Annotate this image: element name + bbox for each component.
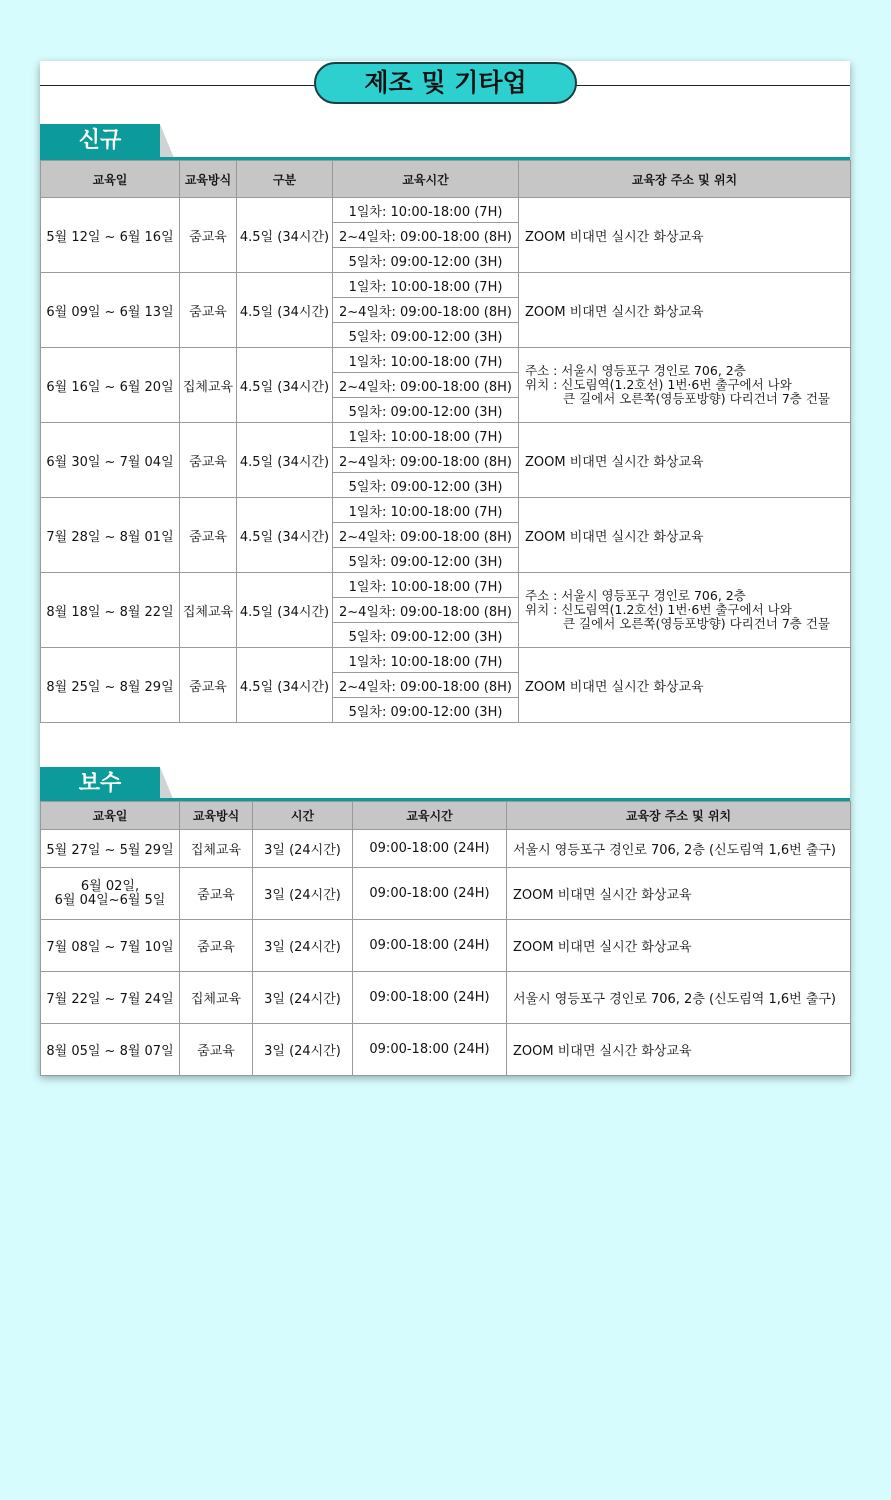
row-date: 6월 09일 ~ 6월 13일 <box>41 273 180 348</box>
table-row <box>41 972 851 1024</box>
row-time-slot: 2~4일차: 09:00-18:00 (8H) <box>333 298 519 323</box>
location-line: 큰 길에서 오른쪽(영등포방향) 다리건너 7층 건물 <box>563 616 830 631</box>
row-location: ZOOM 비대면 실시간 화상교육 <box>507 868 851 920</box>
row-location: 서울시 영등포구 경인로 706, 2층 (신도림역 1,6번 출구) <box>507 972 851 1024</box>
row-type: 4.5일 (34시간) <box>237 498 333 573</box>
row-date <box>41 972 180 1024</box>
page-title: 제조 및 기타업 <box>314 62 577 104</box>
row-location <box>519 273 851 348</box>
header-method: 교육방식 <box>180 802 253 830</box>
row-location <box>519 648 851 723</box>
row-date: 5월 12일 ~ 6월 16일 <box>41 198 180 273</box>
location-line: ZOOM 비대면 실시간 화상교육 <box>525 304 704 320</box>
row-method: 집체교육 <box>180 830 253 868</box>
row-time-slot: 5일차: 09:00-12:00 (3H) <box>333 323 519 348</box>
row-time-slot: 1일차: 10:00-18:00 (7H) <box>333 348 519 373</box>
table-row <box>41 348 851 373</box>
row-time-slot: 1일차: 10:00-18:00 (7H) <box>333 648 519 673</box>
schedule-card <box>40 61 850 1075</box>
table-row <box>41 573 851 598</box>
new-schedule-table <box>40 160 851 723</box>
row-date: 6월 16일 ~ 6월 20일 <box>41 348 180 423</box>
row-hours: 3일 (24시간) <box>253 830 353 868</box>
date-line: 6월 04일~6월 5일 <box>54 892 166 908</box>
table-row <box>41 868 851 920</box>
location-line: 위치 : 신도림역(1.2호선) 1번·6번 출구에서 나와 <box>525 602 792 617</box>
location-line: 주소 : 서울시 영등포구 경인로 706, 2층 <box>525 363 746 378</box>
row-time: 09:00-18:00 (24H) <box>353 830 507 868</box>
row-method: 줌교육 <box>180 198 237 273</box>
table-header-row <box>41 802 851 830</box>
row-time-slot: 2~4일차: 09:00-18:00 (8H) <box>333 598 519 623</box>
row-date: 8월 25일 ~ 8월 29일 <box>41 648 180 723</box>
table-row <box>41 498 851 523</box>
row-time-slot: 2~4일차: 09:00-18:00 (8H) <box>333 223 519 248</box>
section-tab-new: 신규 <box>40 124 160 158</box>
row-type: 4.5일 (34시간) <box>237 423 333 498</box>
row-time-slot: 2~4일차: 09:00-18:00 (8H) <box>333 673 519 698</box>
row-date: 6월 30일 ~ 7월 04일 <box>41 423 180 498</box>
row-time-slot: 5일차: 09:00-12:00 (3H) <box>333 548 519 573</box>
row-time-slot: 1일차: 10:00-18:00 (7H) <box>333 573 519 598</box>
row-location: ZOOM 비대면 실시간 화상교육 <box>507 1024 851 1076</box>
table-row <box>41 648 851 673</box>
location-line: ZOOM 비대면 실시간 화상교육 <box>525 679 704 695</box>
header-location: 교육장 주소 및 위치 <box>519 161 851 198</box>
date-line: 7월 08일 ~ 7월 10일 <box>46 940 174 955</box>
row-date: 7월 28일 ~ 8월 01일 <box>41 498 180 573</box>
row-time-slot: 1일차: 10:00-18:00 (7H) <box>333 498 519 523</box>
row-method: 집체교육 <box>180 573 237 648</box>
header-date: 교육일 <box>41 802 180 830</box>
date-line: 7월 22일 ~ 7월 24일 <box>46 992 174 1007</box>
row-date <box>41 1024 180 1076</box>
row-date <box>41 830 180 868</box>
row-type: 4.5일 (34시간) <box>237 648 333 723</box>
location-line: 위치 : 신도림역(1.2호선) 1번·6번 출구에서 나와 <box>525 377 792 392</box>
table-row <box>41 423 851 448</box>
location-line: ZOOM 비대면 실시간 화상교육 <box>525 529 704 545</box>
row-time-slot: 1일차: 10:00-18:00 (7H) <box>333 273 519 298</box>
row-type: 4.5일 (34시간) <box>237 273 333 348</box>
header-date: 교육일 <box>41 161 180 198</box>
table-row <box>41 198 851 223</box>
location-line: ZOOM 비대면 실시간 화상교육 <box>525 454 704 470</box>
location-line: ZOOM 비대면 실시간 화상교육 <box>525 229 704 245</box>
row-time: 09:00-18:00 (24H) <box>353 972 507 1024</box>
section-tab-renewal: 보수 <box>40 767 160 801</box>
header-time: 교육시간 <box>353 802 507 830</box>
row-time-slot: 5일차: 09:00-12:00 (3H) <box>333 698 519 723</box>
row-method: 집체교육 <box>180 972 253 1024</box>
date-line: 5월 27일 ~ 5월 29일 <box>46 843 174 858</box>
row-time-slot: 2~4일차: 09:00-18:00 (8H) <box>333 448 519 473</box>
row-method: 줌교육 <box>180 920 253 972</box>
row-method: 줌교육 <box>180 868 253 920</box>
row-hours: 3일 (24시간) <box>253 868 353 920</box>
row-time: 09:00-18:00 (24H) <box>353 920 507 972</box>
row-type: 4.5일 (34시간) <box>237 198 333 273</box>
row-location <box>519 573 851 648</box>
row-location <box>519 198 851 273</box>
row-location <box>519 348 851 423</box>
row-method: 줌교육 <box>180 648 237 723</box>
row-location: 서울시 영등포구 경인로 706, 2층 (신도림역 1,6번 출구) <box>507 830 851 868</box>
section-tab-new-slant <box>160 124 174 158</box>
row-method: 줌교육 <box>180 498 237 573</box>
header-time: 교육시간 <box>333 161 519 198</box>
location-line: 큰 길에서 오른쪽(영등포방향) 다리건너 7층 건물 <box>563 391 830 406</box>
table-row <box>41 830 851 868</box>
row-type: 4.5일 (34시간) <box>237 348 333 423</box>
location-line: 주소 : 서울시 영등포구 경인로 706, 2층 <box>525 588 746 603</box>
section-tab-renewal-slant <box>160 767 174 801</box>
row-hours: 3일 (24시간) <box>253 972 353 1024</box>
row-hours: 3일 (24시간) <box>253 1024 353 1076</box>
row-method: 줌교육 <box>180 273 237 348</box>
row-time: 09:00-18:00 (24H) <box>353 1024 507 1076</box>
date-line: 6월 02일, <box>80 878 140 894</box>
row-time-slot: 2~4일차: 09:00-18:00 (8H) <box>333 373 519 398</box>
row-date <box>41 868 180 920</box>
header-type: 구분 <box>237 161 333 198</box>
table-header-row <box>41 161 851 198</box>
row-method: 집체교육 <box>180 348 237 423</box>
header-hours: 시간 <box>253 802 353 830</box>
row-method: 줌교육 <box>180 1024 253 1076</box>
header-method: 교육방식 <box>180 161 237 198</box>
table-row <box>41 920 851 972</box>
row-location <box>519 423 851 498</box>
row-location <box>519 498 851 573</box>
row-time-slot: 5일차: 09:00-12:00 (3H) <box>333 623 519 648</box>
table-row <box>41 273 851 298</box>
row-hours: 3일 (24시간) <box>253 920 353 972</box>
row-time-slot: 2~4일차: 09:00-18:00 (8H) <box>333 523 519 548</box>
row-type: 4.5일 (34시간) <box>237 573 333 648</box>
row-time-slot: 5일차: 09:00-12:00 (3H) <box>333 473 519 498</box>
row-method: 줌교육 <box>180 423 237 498</box>
row-location: ZOOM 비대면 실시간 화상교육 <box>507 920 851 972</box>
row-time-slot: 1일차: 10:00-18:00 (7H) <box>333 423 519 448</box>
date-line: 8월 05일 ~ 8월 07일 <box>46 1044 174 1059</box>
table-row <box>41 1024 851 1076</box>
row-time-slot: 5일차: 09:00-12:00 (3H) <box>333 248 519 273</box>
row-time-slot: 1일차: 10:00-18:00 (7H) <box>333 198 519 223</box>
header-location: 교육장 주소 및 위치 <box>507 802 851 830</box>
row-date: 8월 18일 ~ 8월 22일 <box>41 573 180 648</box>
row-time-slot: 5일차: 09:00-12:00 (3H) <box>333 398 519 423</box>
row-date <box>41 920 180 972</box>
row-time: 09:00-18:00 (24H) <box>353 868 507 920</box>
renewal-schedule-table <box>40 801 851 1076</box>
